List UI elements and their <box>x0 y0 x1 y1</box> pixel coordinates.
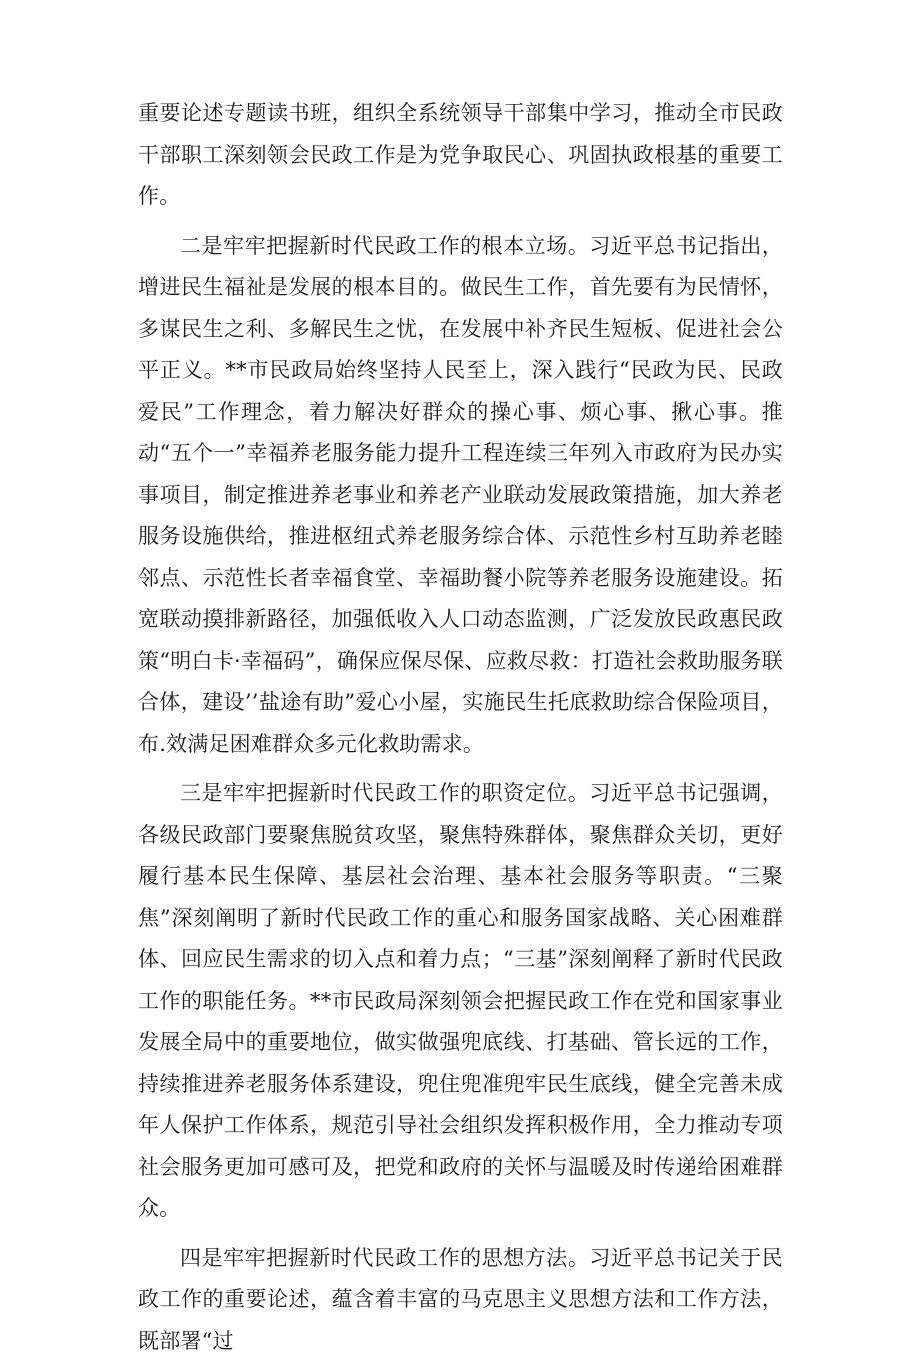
paragraph-fundamental-stance: 二是牢牢把握新时代民政工作的根本立场。习近平总书记指出，增进民生福祉是发展的根本目的。做民生工作，首先要有为民情怀，多谋民生之利、多解民生之忧，在发展中补齐民生短板、促进社会公平正义。**市民政局始终坚持人民至上，深入践行“民政为民、民政爱民”工作理念，着力解决好群众的操心事、烦心事、揪心事。推动“五个一”幸福养老服务能力提升工程连续三年列入市政府为民办实事项目，制定推进养老事业和养老产业联动发展政策措施，加大养老服务设施供给，推进枢纽式养老服务综合体、示范性乡村互助养老睦邻点、示范性长者幸福食堂、幸福助餐小院等养老服务设施建设。拓宽联动摸排新路径，加强低收入人口动态监测，广泛发放民政惠民政策“明白卡·幸福码”，确保应保尽保、应救尽救：打造社会救助服务联合体，建设’’盐途有助”爱心小屋，实施民生托底救助综合保险项目，布.效满足困难群众多元化救助需求。 <box>138 226 783 766</box>
document-body <box>138 93 783 1362</box>
paragraph-thinking-method: 四是牢牢把握新时代民政工作的思想方法。习近平总书记关于民政工作的重要论述，蕴含着丰富的马克思主义思想方法和工作方法，既部署“过 <box>138 1238 783 1362</box>
paragraph-continued: 重要论述专题读书班，组织全系统领导干部集中学习，推动全市民政干部职工深刻领会民政工作是为党争取民心、巩固执政根基的重要工作。 <box>138 93 783 218</box>
paragraph-responsibility-positioning: 三是牢牢把握新时代民政工作的职资定位。习近平总书记强调，各级民政部门要聚焦脱贫攻坚，聚焦特殊群体，聚焦群众关切，更好履行基本民生保障、基层社会治理、基本社会服务等职责。“三聚焦”深刻阐明了新时代民政工作的重心和服务国家战略、关心困难群体、回应民生需求的切入点和着力点；“三基”深刻阐释了新时代民政工作的职能任务。**市民政局深刻领会把握民政工作在党和国家事业发展全局中的重要地位，做实做强兜底线、打基础、管长远的工作，持续推进养老服务体系建设，兜住兜准兜牢民生底线，健全完善未成年人保护工作体系，规范引导社会组织发挥积极作用，全力推动专项社会服务更加可感可及，把党和政府的关怀与温暖及时传递给困难群众。 <box>138 773 783 1230</box>
